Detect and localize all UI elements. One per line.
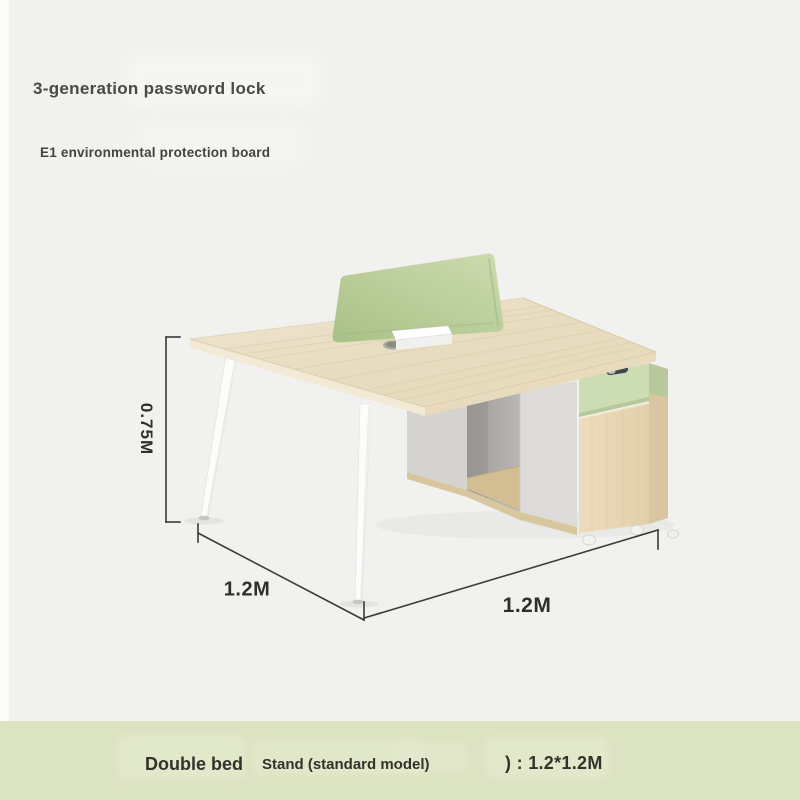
height-dimension-label: 0.75M [137, 402, 156, 456]
spec-size: ) : 1.2*1.2M [505, 753, 603, 773]
spec-bar [0, 721, 800, 800]
dimension-line-height [166, 337, 180, 522]
cabinet-right-panel [520, 381, 577, 527]
divider-panel [338, 259, 498, 337]
width-dimension-label: 1.2M [502, 594, 552, 617]
dimension-line-depth [198, 524, 364, 620]
spec-variant: Stand (standard model) [262, 756, 430, 773]
feature-subtitle: E1 environmental protection board [40, 145, 271, 160]
cabinet-side-face [649, 363, 668, 398]
depth-dimension-label: 1.2M [223, 578, 271, 601]
spec-product-name: Double bed [145, 754, 243, 774]
feature-title: 3-generation password lock [33, 79, 266, 98]
